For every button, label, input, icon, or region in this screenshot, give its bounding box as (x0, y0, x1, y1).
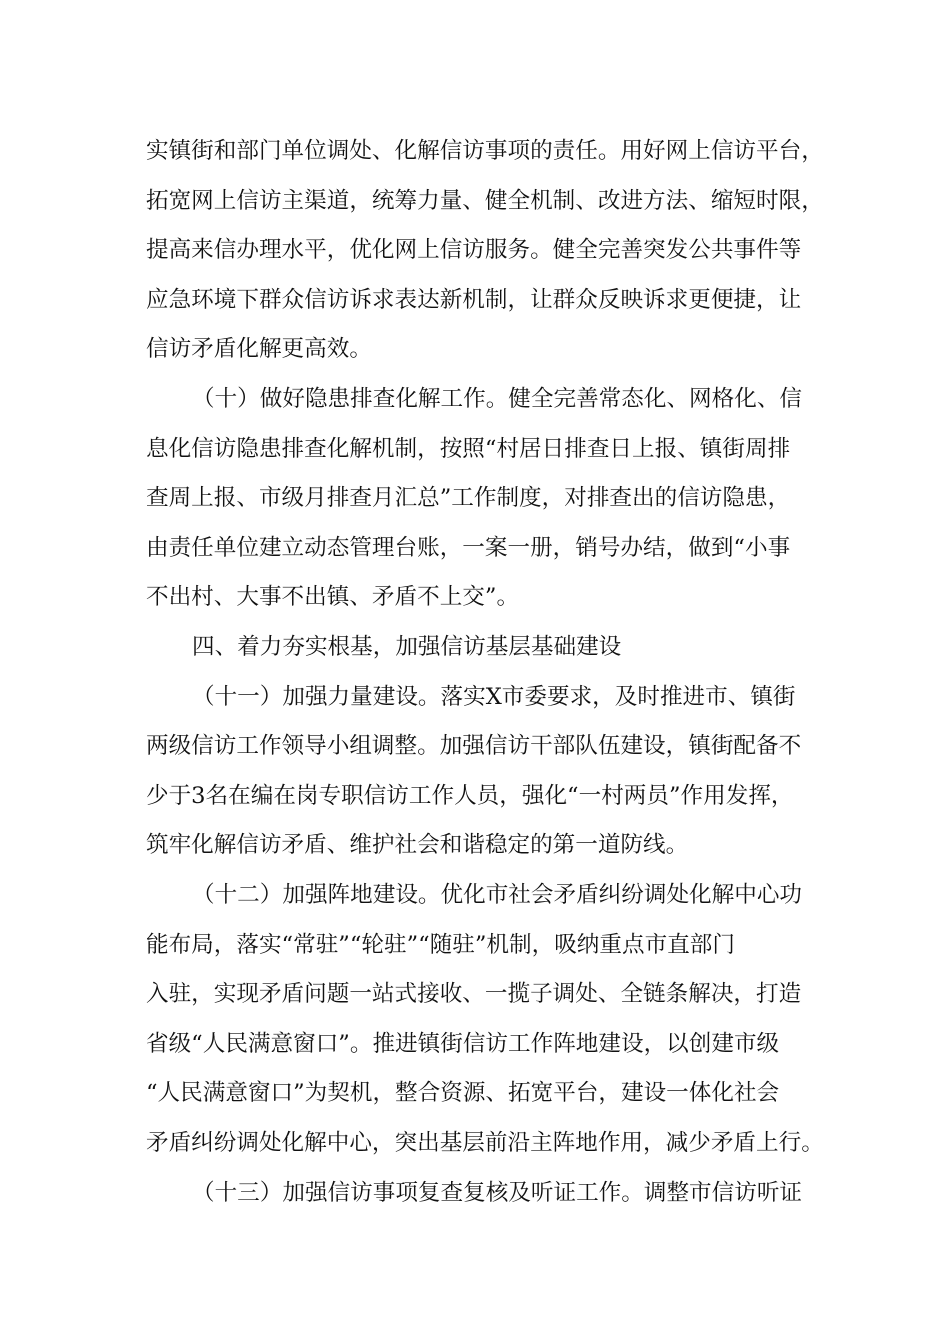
text-line: 省级“人民满意窗口”。推进镇街信访工作阵地建设，以创建市级 (146, 1031, 780, 1057)
text-line: 信访矛盾化解更高效。 (146, 336, 372, 362)
paragraph-first-line: （十一）加强力量建设。落实X市委要求，及时推进市、镇街 (192, 684, 796, 710)
text-line: 两级信访工作领导小组调整。加强信访干部队伍建设，镇街配备不 (146, 733, 802, 759)
section-heading: 四、着力夯实根基，加强信访基层基础建设 (192, 634, 622, 660)
paragraph-first-line: （十二）加强阵地建设。优化市社会矛盾纠纷调处化解中心功 (192, 882, 803, 908)
paragraph-first-line: （十）做好隐患排查化解工作。健全完善常态化、网格化、信 (192, 386, 803, 412)
text-line: 筑牢化解信访矛盾、维护社会和谐稳定的第一道防线。 (146, 832, 689, 858)
text-line: 由责任单位建立动态管理台账，一案一册，销号办结，做到“小事 (146, 535, 791, 561)
paragraph-first-line: （十三）加强信访事项复查复核及听证工作。调整市信访听证 (192, 1180, 803, 1206)
text-line: 少于3名在编在岗专职信访工作人员，强化“一村两员”作用发挥， (146, 783, 794, 809)
text-line: 矛盾纠纷调处化解中心，突出基层前沿主阵地作用，减少矛盾上行。 (146, 1130, 824, 1156)
text-line: 应急环境下群众信访诉求表达新机制，让群众反映诉求更便捷，让 (146, 287, 802, 313)
text-line: 拓宽网上信访主渠道，统筹力量、健全机制、改进方法、缩短时限， (146, 188, 824, 214)
text-line: 查周上报、市级月排查月汇总”工作制度，对排查出的信访隐患， (146, 485, 791, 511)
text-line: 实镇街和部门单位调处、化解信访事项的责任。用好网上信访平台， (146, 138, 824, 164)
text-line: 入驻，实现矛盾问题一站式接收、一揽子调处、全链条解决，打造 (146, 981, 802, 1007)
text-line: 息化信访隐患排查化解机制，按照“村居日排查日上报、镇街周排 (146, 436, 791, 462)
text-line: 不出村、大事不出镇、矛盾不上交”。 (146, 584, 520, 610)
text-line: 提高来信办理水平，优化网上信访服务。健全完善突发公共事件等 (146, 237, 802, 263)
text-line: “人民满意窗口”为契机，整合资源、拓宽平台，建设一体化社会 (146, 1080, 780, 1106)
text-line: 能布局，落实“常驻”“轮驻”“随驻”机制，吸纳重点市直部门 (146, 932, 735, 958)
